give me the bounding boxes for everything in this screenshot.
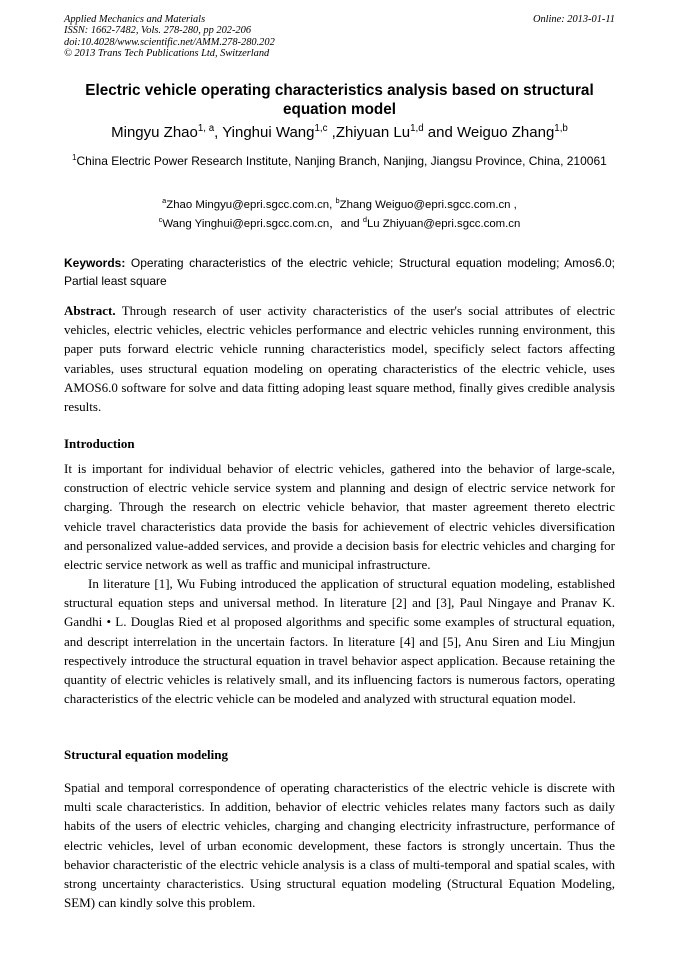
affiliation-text: China Electric Power Research Institute, Nanjing Branch, Nanjing, Jiangsu Province, China, 210061: [76, 154, 607, 168]
email-sup: a: [162, 196, 167, 206]
section-heading-introduction: Introduction: [64, 436, 135, 451]
affiliation: [64, 152, 615, 171]
keywords: [64, 254, 615, 290]
paragraph: In literature [1], Wu Fubing introduced the application of structural equation modeling, established structural equation steps and universal method. In literature [2] and [3], Paul Ningaye and Pranav K. Gandhi • L. Douglas Ried et al proposed algorithms and specific some examples of structural equation, and descript interrelation in the uncertain factors. In literature [4] and [5], Anu Siren and Liu Mingjun respectively introduce the structural equation in travel behavior aspect application. Because retaining the quantity of electric vehicles is relatively small, and its influencing factors is numerous factors, operating characteristics of the electric vehicle can be modeled and analyzed with structural equation model.: [64, 576, 615, 707]
copyright-line: © 2013 Trans Tech Publications Ltd, Switzerland: [64, 48, 270, 60]
paragraph: Spatial and temporal correspondence of operating characteristics of the electric vehicle is discrete with multi scale characteristics. In addition, behavior of electric vehicles relates many factors such as daily habits of the users of electric vehicles, charging and changing electricity infrastructure, performance of electric vehicles, level of urban economic development, these factors is strongly uncertain. Thus the behavior characteristic of the electric vehicle analysis is a class of multi-temporal and spatial scales, with strong uncertainty characteristics. Using structural equation modeling (Structural Equation Modeling, SEM) can kindly solve this problem.: [64, 780, 615, 911]
author-name: Yinghui Wang: [222, 124, 315, 141]
affiliation-sup: 1: [72, 153, 77, 162]
author-affil-sup: 1,d: [410, 123, 424, 134]
abstract: [64, 301, 615, 416]
author-name: Zhiyuan Lu: [335, 124, 411, 141]
abstract-text: Through research of user activity characteristics of the user's social attributes of electric vehicles, electric vehicles, electric vehicles performance and electric vehicles running environment, this paper puts forward electric vehicle running characteristics model, specificly select factors affecting variables, uses structural equation modeling on operating characteristics of the electric vehicle, uses AMOS6.0 software for solve and data fitting adoping least square method, finally gives credible analysis results.: [64, 303, 615, 415]
journal-name: Applied Mechanics and Materials: [64, 14, 206, 25]
online-date: Online: 2013-01-11: [532, 14, 615, 25]
author-affil-sup: 1, a: [197, 123, 215, 134]
email-address[interactable]: Zhao Mingyu@epri.sgcc.com.cn,: [166, 199, 333, 211]
author-affil-sup: 1,c: [314, 123, 328, 134]
paper-title: Electric vehicle operating characteristics analysis based on structural equation model: [85, 82, 594, 118]
email-sup: d: [362, 215, 367, 225]
email-list: [64, 196, 615, 234]
author-name: Mingyu Zhao: [111, 124, 198, 141]
issn-line: ISSN: 1662-7482, Vols. 278-280, pp 202-206: [64, 25, 252, 37]
email-address[interactable]: Wang Yinghui@epri.sgcc.com.cn，and: [162, 218, 360, 230]
section-heading-sem: Structural equation modeling: [64, 747, 228, 762]
author-list: Mingyu Zhao$^{1, a}$, Yinghui Wang$^{1,c}$ ,Zhiyuan Lu$^{1,d}$ and Weiguo Zhang$^{1,b}$: [111, 123, 568, 141]
email-line-1: [64, 196, 615, 215]
email-address[interactable]: Lu Zhiyuan@epri.sgcc.com.cn: [366, 218, 521, 230]
email-address[interactable]: Zhang Weiguo@epri.sgcc.com.cn ,: [339, 199, 517, 211]
keywords-text: Operating characteristics of the electric vehicle; Structural equation modeling; Amos6.0; Partial least square: [64, 256, 615, 288]
author-affil-sup: 1,b: [554, 123, 568, 134]
journal-header: [64, 14, 615, 60]
email-line-2: [64, 215, 615, 234]
author-conjunction: and: [427, 124, 453, 141]
keywords-label: Keywords:: [64, 256, 126, 270]
doi-line[interactable]: doi:10.4028/www.scientific.net/AMM.278-280.202: [64, 36, 275, 48]
email-sup: b: [335, 196, 340, 206]
abstract-label: Abstract.: [64, 303, 116, 318]
paragraph: It is important for individual behavior of electric vehicles, gathered into the behavior of large-scale, construction of electric vehicle service system and planning and design of electric service network for charging. Through the research on electric vehicle behavior, that master agreement thereto electric vehicle travel characteristics data provide the basis for achievement of electric vehicles diversification and personalized value-added services, and provide a decision basis for electric vehicles and charging for electric service network as well as traffic and municipal infrastructure.: [64, 461, 615, 573]
email-sup: c: [158, 215, 163, 225]
author-name: Weiguo Zhang: [457, 124, 555, 141]
